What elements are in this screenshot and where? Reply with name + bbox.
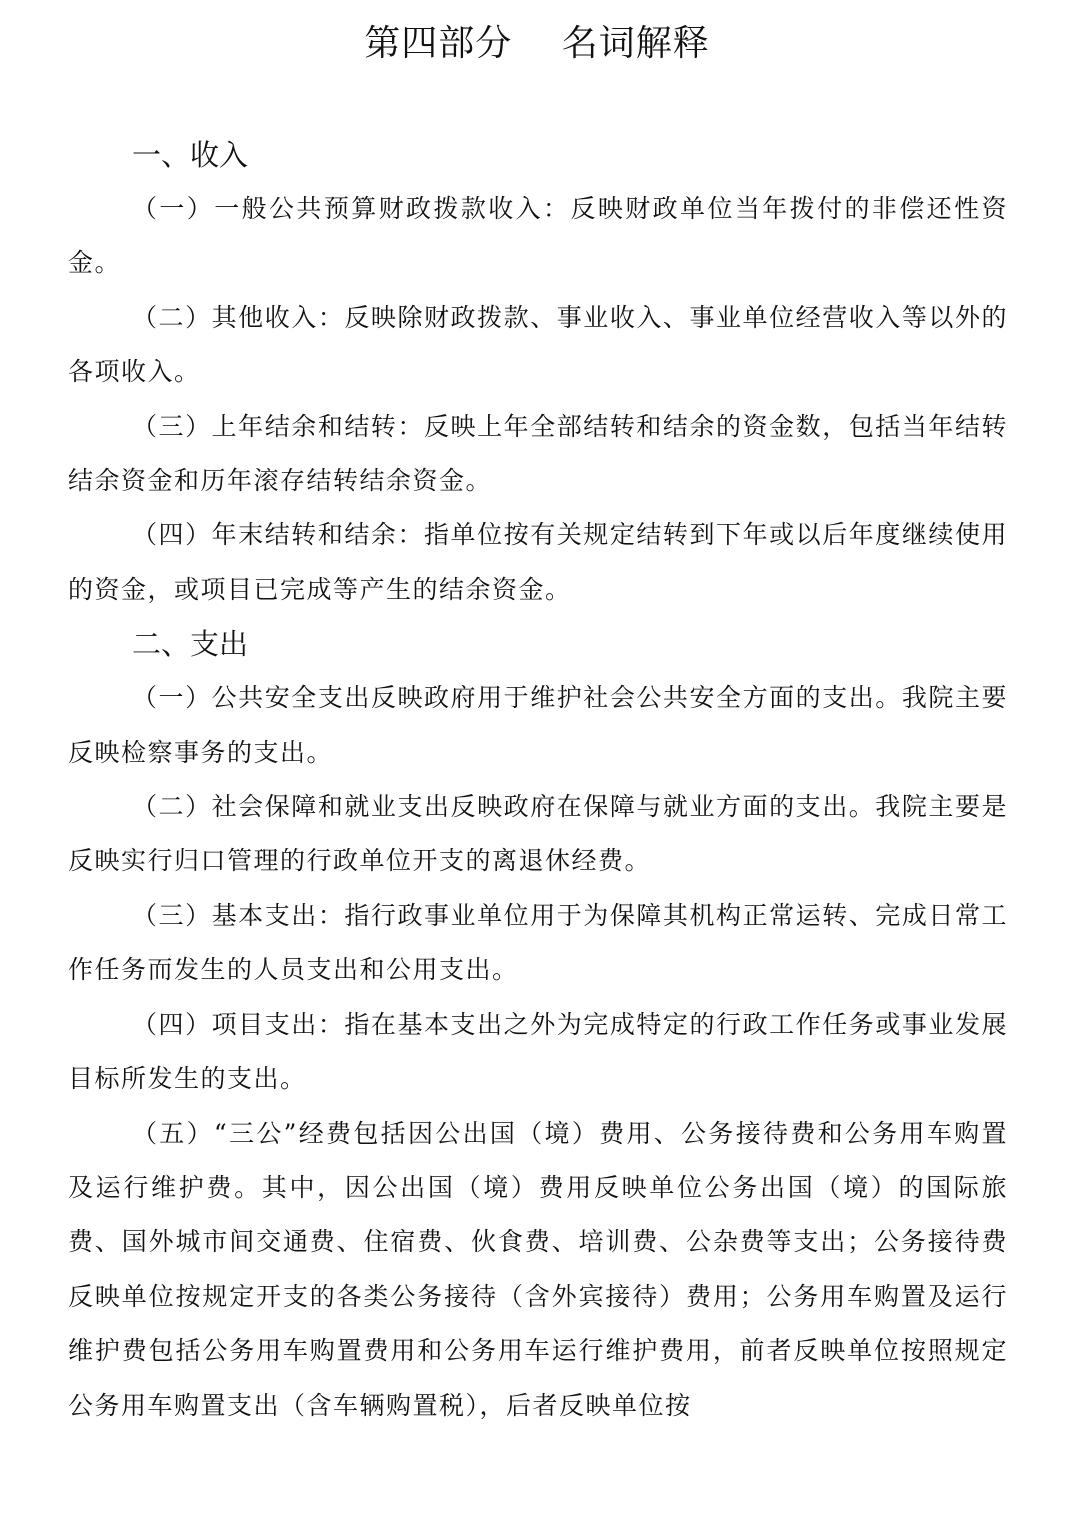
paragraph: （二）其他收入：反映除财政拨款、事业收入、事业单位经营收入等以外的各项收入。 [68,302,1008,387]
paragraph: （一）一般公共预算财政拨款收入：反映财政单位当年拨付的非偿还性资金。 [68,194,1008,278]
paragraph: （三）上年结余和结转：反映上年全部结转和结余的资金数，包括当年结转结余资金和历年滚存结转结余资金。 [68,411,1008,496]
document-body [68,128,1008,1433]
paragraph: （四）项目支出：指在基本支出之外为完成特定的行政工作任务或事业发展目标所发生的支出。 [68,1009,1008,1094]
section-heading-expenditure: 二、支出 [132,627,249,662]
section-heading-income: 一、收入 [132,138,249,172]
paragraph: （二）社会保障和就业支出反映政府在保障与就业方面的支出。我院主要是反映实行归口管理的行政单位开支的离退休经费。 [68,792,1008,876]
paragraph: （五）“三公”经费包括因公出国（境）费用、公务接待费和公务用车购置及运行维护费。其中，因公出国（境）费用反映单位公务出国（境）的国际旅费、国外城市间交通费、住宿费、伙食费、培训费、公杂费等支出；公务接待费反映单位按规定开支的各类公务接待（含外宾接待）费用；公务用车购置及运行维护费包括公务用车购置费用和公务用车运行维护费用，前者反映单位按照规定公务用车购置支出（含车辆购置税），后者反映单位按 [68,1118,1008,1420]
paragraph: （三）基本支出：指行政事业单位用于为保障其机构正常运转、完成日常工作任务而发生的人员支出和公用支出。 [68,900,1008,985]
page-title: 第四部分 名词解释 [364,23,710,64]
paragraph: （四）年末结转和结余：指单位按有关规定结转到下年或以后年度继续使用的资金，或项目已完成等产生的结余资金。 [68,520,1008,604]
paragraph: （一）公共安全支出反映政府用于维护社会公共安全方面的支出。我院主要反映检察事务的支出。 [68,683,1008,767]
